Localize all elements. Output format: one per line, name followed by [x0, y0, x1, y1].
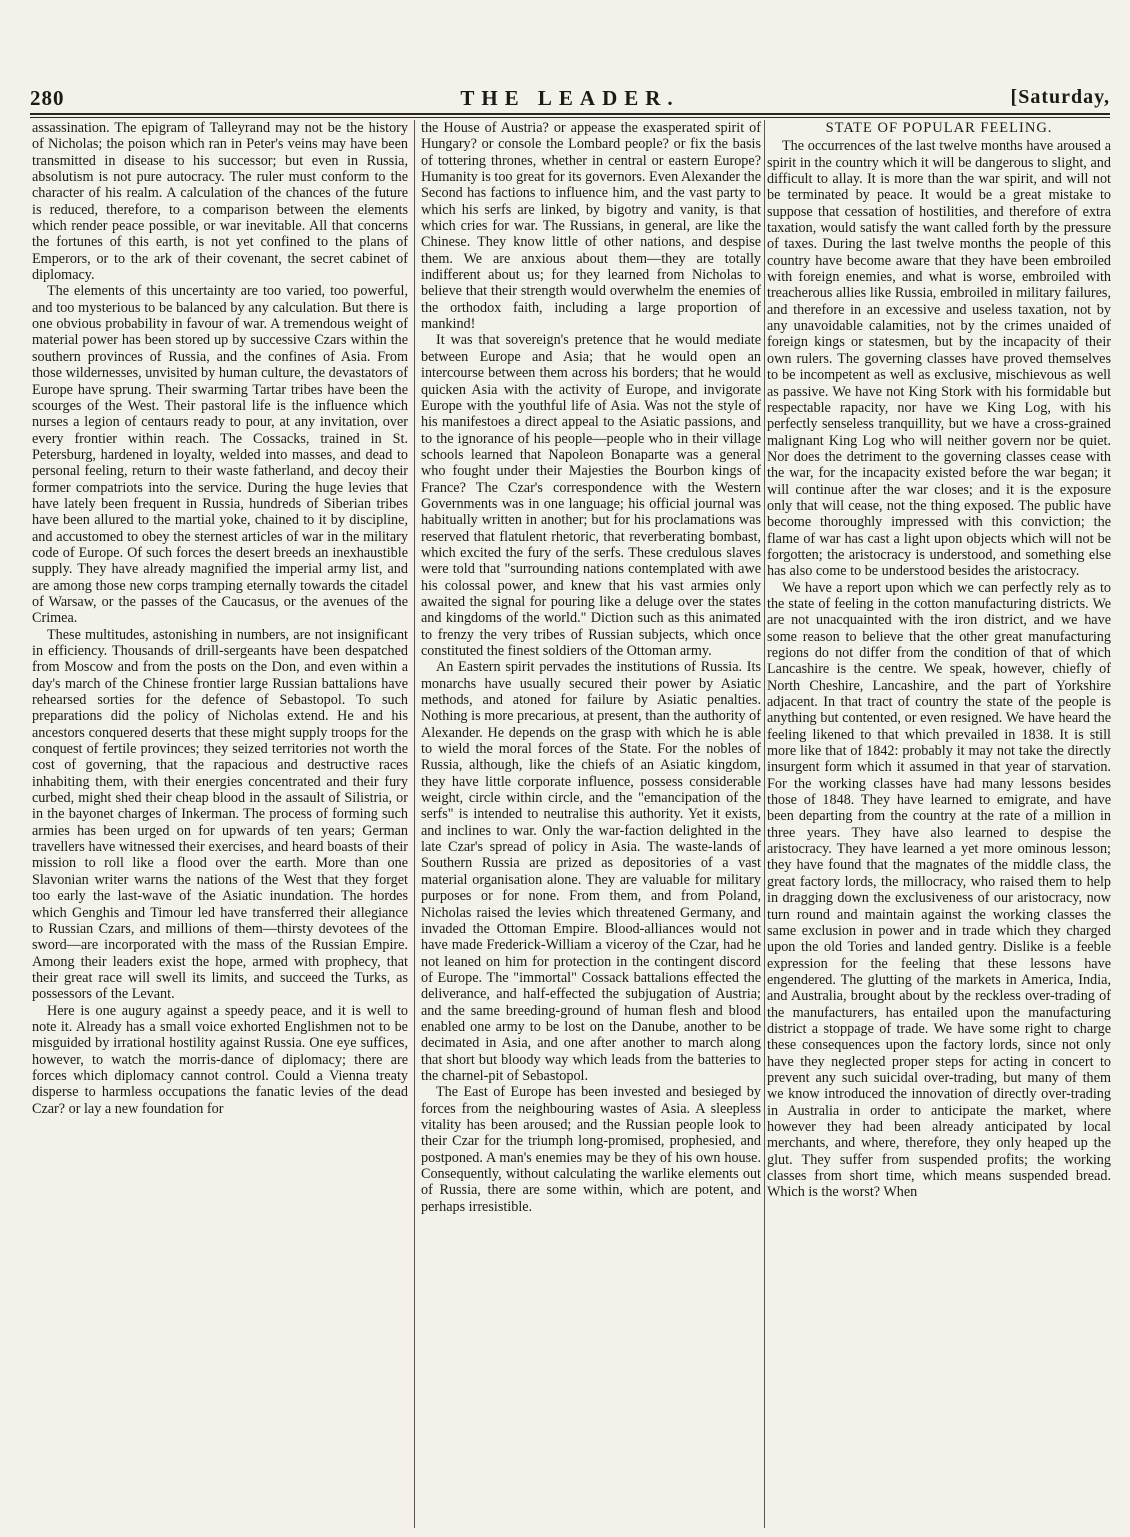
article-column-3 [767, 120, 1111, 1530]
paragraph: An Eastern spirit pervades the institutions of Russia. Its monarchs have usually secured their power by Asiatic methods, and atoned for failure by Asiatic penalties. Nothing is more precarious, at present, than the authority of Alexander. He depends on the grasp with which he is able to wield the moral forces of the State. For the nobles of Russia, although, like the chiefs of an Asiatic kingdom, they have little corporate influence, possess considerable weight, circle within circle, and the "emancipation of the serfs" is intended to neutralise this authority. Yet it exists, and inclines to war. Only the war-faction delighted in the late Czar's spread of policy in Asia. The waste-lands of Southern Russia are prized as depositories of a vast material organisation alone. They are valuable for military purposes or for none. From them, and from Poland, Nicholas raised the levies which threatened Germany, and invaded the Ottoman Empire. Blood-alliances would not have made Frederick-William a viceroy of the Czar, had he not leaned on him for protection in the contingent discord of Europe. The "immortal" Cossack battalions effected the deliverance, and half-effected the subjugation of Austria; and the same breeding-ground of human flesh and blood enabled one army to be lost on the Danube, another to be decimated in Asia, and one after another to march along that short but bloody way which leads from the batteries to the charnel-pit of Sebastopol. [421, 659, 761, 1084]
paragraph: It was that sovereign's pretence that he would mediate between Europe and Asia; that he would open an intercourse between them across his borders; that he would quicken Asia with the activity of Europe, and invigorate Europe with the youthful life of Asia. Was not the style of his manifestoes a direct appeal to the Asiatic passions, and to the ignorance of his people—people who in their village schools learned that Napoleon Bonaparte was a general who fought under their Majesties the Bourbon kings of France? The Czar's correspondence with the Western Governments was in one language; his official journal was habitually written in another; but for his proclamations was reserved that flatulent rhetoric, that reverberating bombast, which excited the fury of the serfs. These credulous slaves were told that "surrounding nations contemplated with awe his colossal power, and knew that his vast armies only awaited the signal for pouring like a deluge over the states and kingdoms of the world." Diction such as this animated to frenzy the very tribes of Russian subjects, which once constituted the finest soldiers of the Ottoman army. [421, 332, 761, 659]
article-column-1 [32, 120, 408, 1530]
paragraph: The occurrences of the last twelve months have aroused a spirit in the country which it will be dangerous to slight, and difficult to allay. It is more than the war spirit, and will not be terminated by peace. It would be a great mistake to suppose that cessation of hostilities, and therefore of extra taxation, would satisfy the want called forth by the pressure of taxes. During the last twelve months the people of this country have become aware that they have been embroiled with foreign enemies, and what is worse, embroiled with treacherous allies like Russia, embroiled in military failures, and therefore in an excessive and useless taxation, not by any unavoidable calamities, not by the crimes unaided of foreign kings or statesmen, but by the incapacity of their own rulers. The governing classes have proved themselves to be incompetent as well as exclusive, mischievous as well as passive. We have not King Stork with his formidable but respectable rapacity, nor have we King Log, with his perfectly senseless tranquillity, but we have a cross-grained malignant King Log who will neither govern nor be quiet. Nor does the detriment to the governing classes cease with the war, for the incapacity existed before the war began; it will continue after the war closes; and it is the exposure only that will cease, not the thing exposed. The public have become thoroughly impressed with this conviction; the flame of war has cast a light upon objects which will not be forgotten; the aristocracy is understood, and something else has also come to be understood besides the aristocracy. [767, 138, 1111, 580]
page-number: 280 [30, 86, 65, 110]
paragraph: We have a report upon which we can perfectly rely as to the state of feeling in the cotton manufacturing districts. We are not unacquainted with the iron district, and we have some reason to believe that the other great manufacturing regions do not differ from the condition of that of which Lancashire is the centre. We speak, however, chiefly of North Cheshire, Lancashire, and the part of Yorkshire adjacent. In that tract of country the state of the people is anything but contented, or even resigned. We have heard the feeling likened to that which prevailed in 1838. It is still more like that of 1842: probably it may not take the directly insurgent form which it assumed in that year of starvation. For the working classes have had many lessons besides those of 1848. They have learned to emigrate, and have been departing from the country at the rate of a million in three years. They have also learned to despise the aristocracy. They have learned a yet more ominous lesson; they have found that the magnates of the middle class, the great factory lords, the millocracy, who raised them to help in dragging down the exclusiveness of our aristocracy, now turn round and maintain against the working classes the same exclusion in power and in trade which they charged upon the old Tories and landed gentry. Dislike is a feeble expression for the feeling that these lessons have engendered. The glutting of the markets in America, India, and Australia, brought about by the reckless over-trading of the manufacturers, has entailed upon the manufacturing district a stoppage of trade. We have some right to charge these consequences upon the factory lords, since not only have they neglected proper steps for acting in concert to prevent any such suicidal over-trading, but many of them we know introduced the innovation of directly over-trading in Australia in order to anticipate the market, where however they had been already anticipated by local merchants, and where, therefore, they only heaped up the glut. They suffer from suspended profits; the working classes from short time, which means suspended bread. Which is the worst? When [767, 579, 1111, 1201]
masthead-title: THE LEADER. [460, 86, 680, 110]
issue-day: [Saturday, [1010, 86, 1110, 108]
paragraph: These multitudes, astonishing in numbers, are not insignificant in efficiency. Thousands of drill-sergeants have been despatched from Moscow and from the posts on the Don, and even within a day's march of the Chinese frontier large Russian battalions have rehearsed sorties for the defence of Sebastopol. To such preparations did the policy of Nicholas extend. He and his ancestors conquered deserts that these might supply troops for the conquest of fertile provinces; they seized territories not worth the cost of governing, that the rapacious and destructive races inhabiting them, with their energies concentrated and their fury curbed, might shed their cheap blood in the assault of Silistria, or in the bayonet charges of Inkerman. The process of forming such armies has been urged on for upwards of ten years; German travellers have witnessed their exercises, and heard boasts of their mission to roll like a flood over the earth. More than one Slavonian writer warns the nations of the West that they forget too early the last-wave of the Asiatic inundation. The hordes which Genghis and Timour led have transferred their allegiance to Russian Czars, and millions of them—thirsty devotees of the sword—are incorporated with the mass of the Russian Empire. Among their leaders exist the hope, armed with prophecy, that their great race will swell its limits, and succeed the Turks, as possessors of the Levant. [32, 626, 408, 1003]
header-rule-thin [30, 117, 1110, 118]
page-header [30, 86, 1110, 112]
paragraph: the House of Austria? or appease the exasperated spirit of Hungary? or console the Lombard people? or fix the basis of tottering thrones, whether in central or eastern Europe? Humanity is too great for its governors. Even Alexander the Second has factions to influence him, and the vast party to which his serfs are linked, by bigotry and vanity, is that which cries for war. The Russians, in general, are like the Chinese. They know little of other nations, and despise them. We are anxious about them—they are totally indifferent about us; for they learned from Nicholas to believe that their strength would overwhelm the enemies of the orthodox faith, including a large proportion of mankind! [421, 120, 761, 333]
paragraph: Here is one augury against a speedy peace, and it is well to note it. Already has a small voice exhorted Englishmen not to be misguided by irrational hostility against Russia. One eye suffices, however, to watch the morris-dance of diplomacy; there are forces which diplomacy cannot control. Could a Vienna treaty disperse to harmless occupations the fanatic levies of the dead Czar? or lay a new foundation for [32, 1002, 408, 1117]
section-title: STATE OF POPULAR FEELING. [825, 120, 1053, 136]
paragraph: The elements of this uncertainty are too varied, too powerful, and too mysterious to be balanced by any calculation. But there is one obvious probability in favour of war. A tremendous weight of material power has been stored up by successive Czars within the southern provinces of Russia, and the confines of Asia. From those wildernesses, unvisited by human culture, the devastators of Europe have sprung. Their swarming Tartar tribes have been the scourges of the West. Their pastoral life is the influence which nurses a legion of centaurs ready to pour, at any invitation, over every frontier within reach. The Cossacks, trained in St. Petersburg, hardened in loyalty, welded into masses, and dead to personal feeling, return to their waste fatherland, and decoy their former compatriots into the service. During the huge levies that have lately been frequent in Russia, hundreds of Siberian tribes have been allured to the martial yoke, chained to it by discipline, and accustomed to obey the sternest articles of war in the military code of Europe. Of such forces the desert breeds an inexhaustible supply. They have already magnified the imperial army list, and are among those new corps tramping eternally towards the citadel of Warsaw, or the passes of the Caucasus, or the avenues of the Crimea. [32, 283, 408, 627]
column-divider [764, 120, 765, 1528]
paragraph: The East of Europe has been invested and besieged by forces from the neighbouring wastes of Asia. A sleepless vitality has been aroused; and the Russian people look to their Czar for the triumph long-promised, prophesied, and postponed. A man's enemies may be they of his own house. Consequently, without calculating the warlike elements out of Russia, there are some within, which are potent, and perhaps irresistible. [421, 1084, 761, 1215]
header-rule [30, 113, 1110, 115]
article-column-2 [421, 120, 761, 1530]
column-divider [414, 120, 415, 1528]
paragraph: assassination. The epigram of Talleyrand may not be the history of Nicholas; the poison which ran in Peter's veins may have been transmitted in disease to his successor; but even in Russia, absolutism is not pure autocracy. The ruler must conform to the character of his realm. A calculation of the chances of the future is reduced, therefore, to a comparison between the elements which render peace possible, or war inevitable. All that concerns the fortunes of this earth, is not yet confined to the plans of Emperors, or to the ark of their covenant, the secret cabinet of diplomacy. [32, 120, 408, 284]
